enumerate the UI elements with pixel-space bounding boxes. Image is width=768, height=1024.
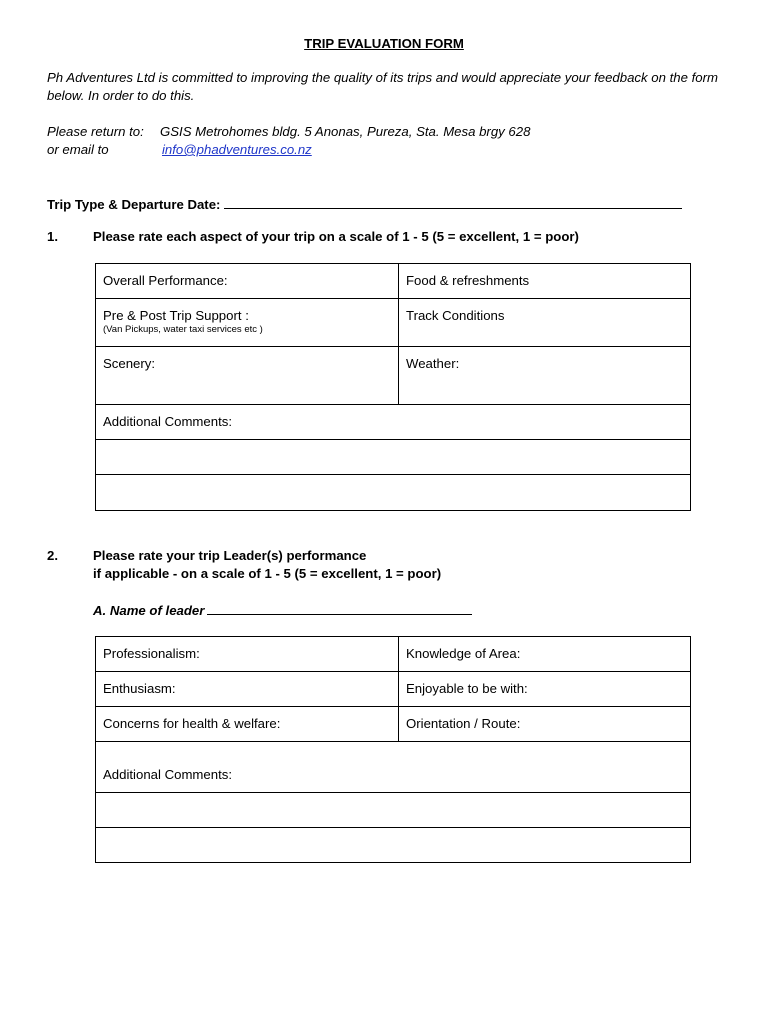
leader-rating-table: [95, 636, 691, 863]
table-row: [95, 298, 691, 347]
health-welfare-cell[interactable]: [95, 706, 399, 742]
track-conditions-cell[interactable]: [398, 298, 691, 347]
intro-text: Ph Adventures Ltd is committed to improving the quality of its trips and would appreciate your feedback on the form below. In order to do this.: [47, 70, 718, 103]
food-refreshments-cell[interactable]: [398, 263, 691, 299]
trip-type-field: [47, 195, 682, 212]
enthusiasm-label: Enthusiasm:: [103, 681, 176, 696]
trip-support-note: (Van Pickups, water taxi services etc ): [103, 324, 263, 335]
additional-comments-cell: [95, 404, 691, 440]
table-row: [95, 404, 691, 440]
weather-cell[interactable]: [398, 346, 691, 405]
comments-line-1[interactable]: [95, 439, 691, 475]
leader-comments-cell: [95, 741, 691, 793]
weather-label: Weather:: [406, 356, 460, 371]
trip-support-cell[interactable]: [95, 298, 399, 347]
return-address-line: [47, 124, 530, 139]
health-welfare-label: Concerns for health & welfare:: [103, 716, 281, 731]
additional-comments-label: Additional Comments:: [103, 414, 233, 429]
professionalism-label: Professionalism:: [103, 646, 200, 661]
leader-name-field: [93, 601, 472, 618]
section2-subheading: if applicable - on a scale of 1 - 5 (5 = excellent, 1 = poor): [93, 566, 442, 581]
leader-comments-line-2[interactable]: [95, 827, 691, 863]
table-row: [95, 827, 691, 863]
section2-heading-text: Please rate your trip Leader(s) performance: [93, 548, 367, 563]
enthusiasm-cell[interactable]: [95, 671, 399, 707]
comments-line-2[interactable]: [95, 474, 691, 511]
orientation-cell[interactable]: [398, 706, 691, 742]
professionalism-cell[interactable]: [95, 636, 399, 672]
table-row: [95, 263, 691, 299]
overall-performance-cell[interactable]: [95, 263, 399, 299]
email-link[interactable]: info@phadventures.co.nz: [162, 142, 312, 157]
scenery-label: Scenery:: [103, 356, 156, 371]
form-title: TRIP EVALUATION FORM: [304, 36, 464, 51]
table-row: [95, 671, 691, 707]
email-line: [47, 142, 312, 157]
section1-heading-text: Please rate each aspect of your trip on a scale of 1 - 5 (5 = excellent, 1 = poor): [93, 229, 579, 244]
scenery-cell[interactable]: [95, 346, 399, 405]
knowledge-cell[interactable]: [398, 636, 691, 672]
table-row: [95, 346, 691, 405]
enjoyable-cell[interactable]: [398, 671, 691, 707]
track-conditions-label: Track Conditions: [406, 308, 505, 323]
overall-performance-label: Overall Performance:: [103, 273, 228, 288]
leader-comments-label: Additional Comments:: [103, 767, 233, 782]
return-label: Please return to:: [47, 124, 144, 139]
section1-number: 1.: [47, 229, 58, 244]
table-row: [95, 439, 691, 475]
email-label: or email to: [47, 142, 109, 157]
trip-type-label: Trip Type & Departure Date:: [47, 197, 221, 212]
section2-heading: [47, 548, 366, 563]
leader-name-label: A. Name of leader: [93, 603, 205, 618]
return-address: GSIS Metrohomes bldg. 5 Anonas, Pureza, Sta. Mesa brgy 628: [160, 124, 531, 139]
table-row: [95, 741, 691, 793]
trip-type-blank[interactable]: [224, 195, 682, 209]
food-refreshments-label: Food & refreshments: [406, 273, 530, 288]
table-row: [95, 474, 691, 511]
trip-support-label: Pre & Post Trip Support :: [103, 308, 249, 323]
knowledge-label: Knowledge of Area:: [406, 646, 521, 661]
section2-number: 2.: [47, 548, 58, 563]
enjoyable-label: Enjoyable to be with:: [406, 681, 528, 696]
trip-rating-table: [95, 263, 691, 511]
leader-name-blank[interactable]: [207, 601, 472, 615]
orientation-label: Orientation / Route:: [406, 716, 521, 731]
section1-heading: [47, 229, 579, 244]
table-row: [95, 792, 691, 828]
table-row: [95, 636, 691, 672]
leader-comments-line-1[interactable]: [95, 792, 691, 828]
table-row: [95, 706, 691, 742]
